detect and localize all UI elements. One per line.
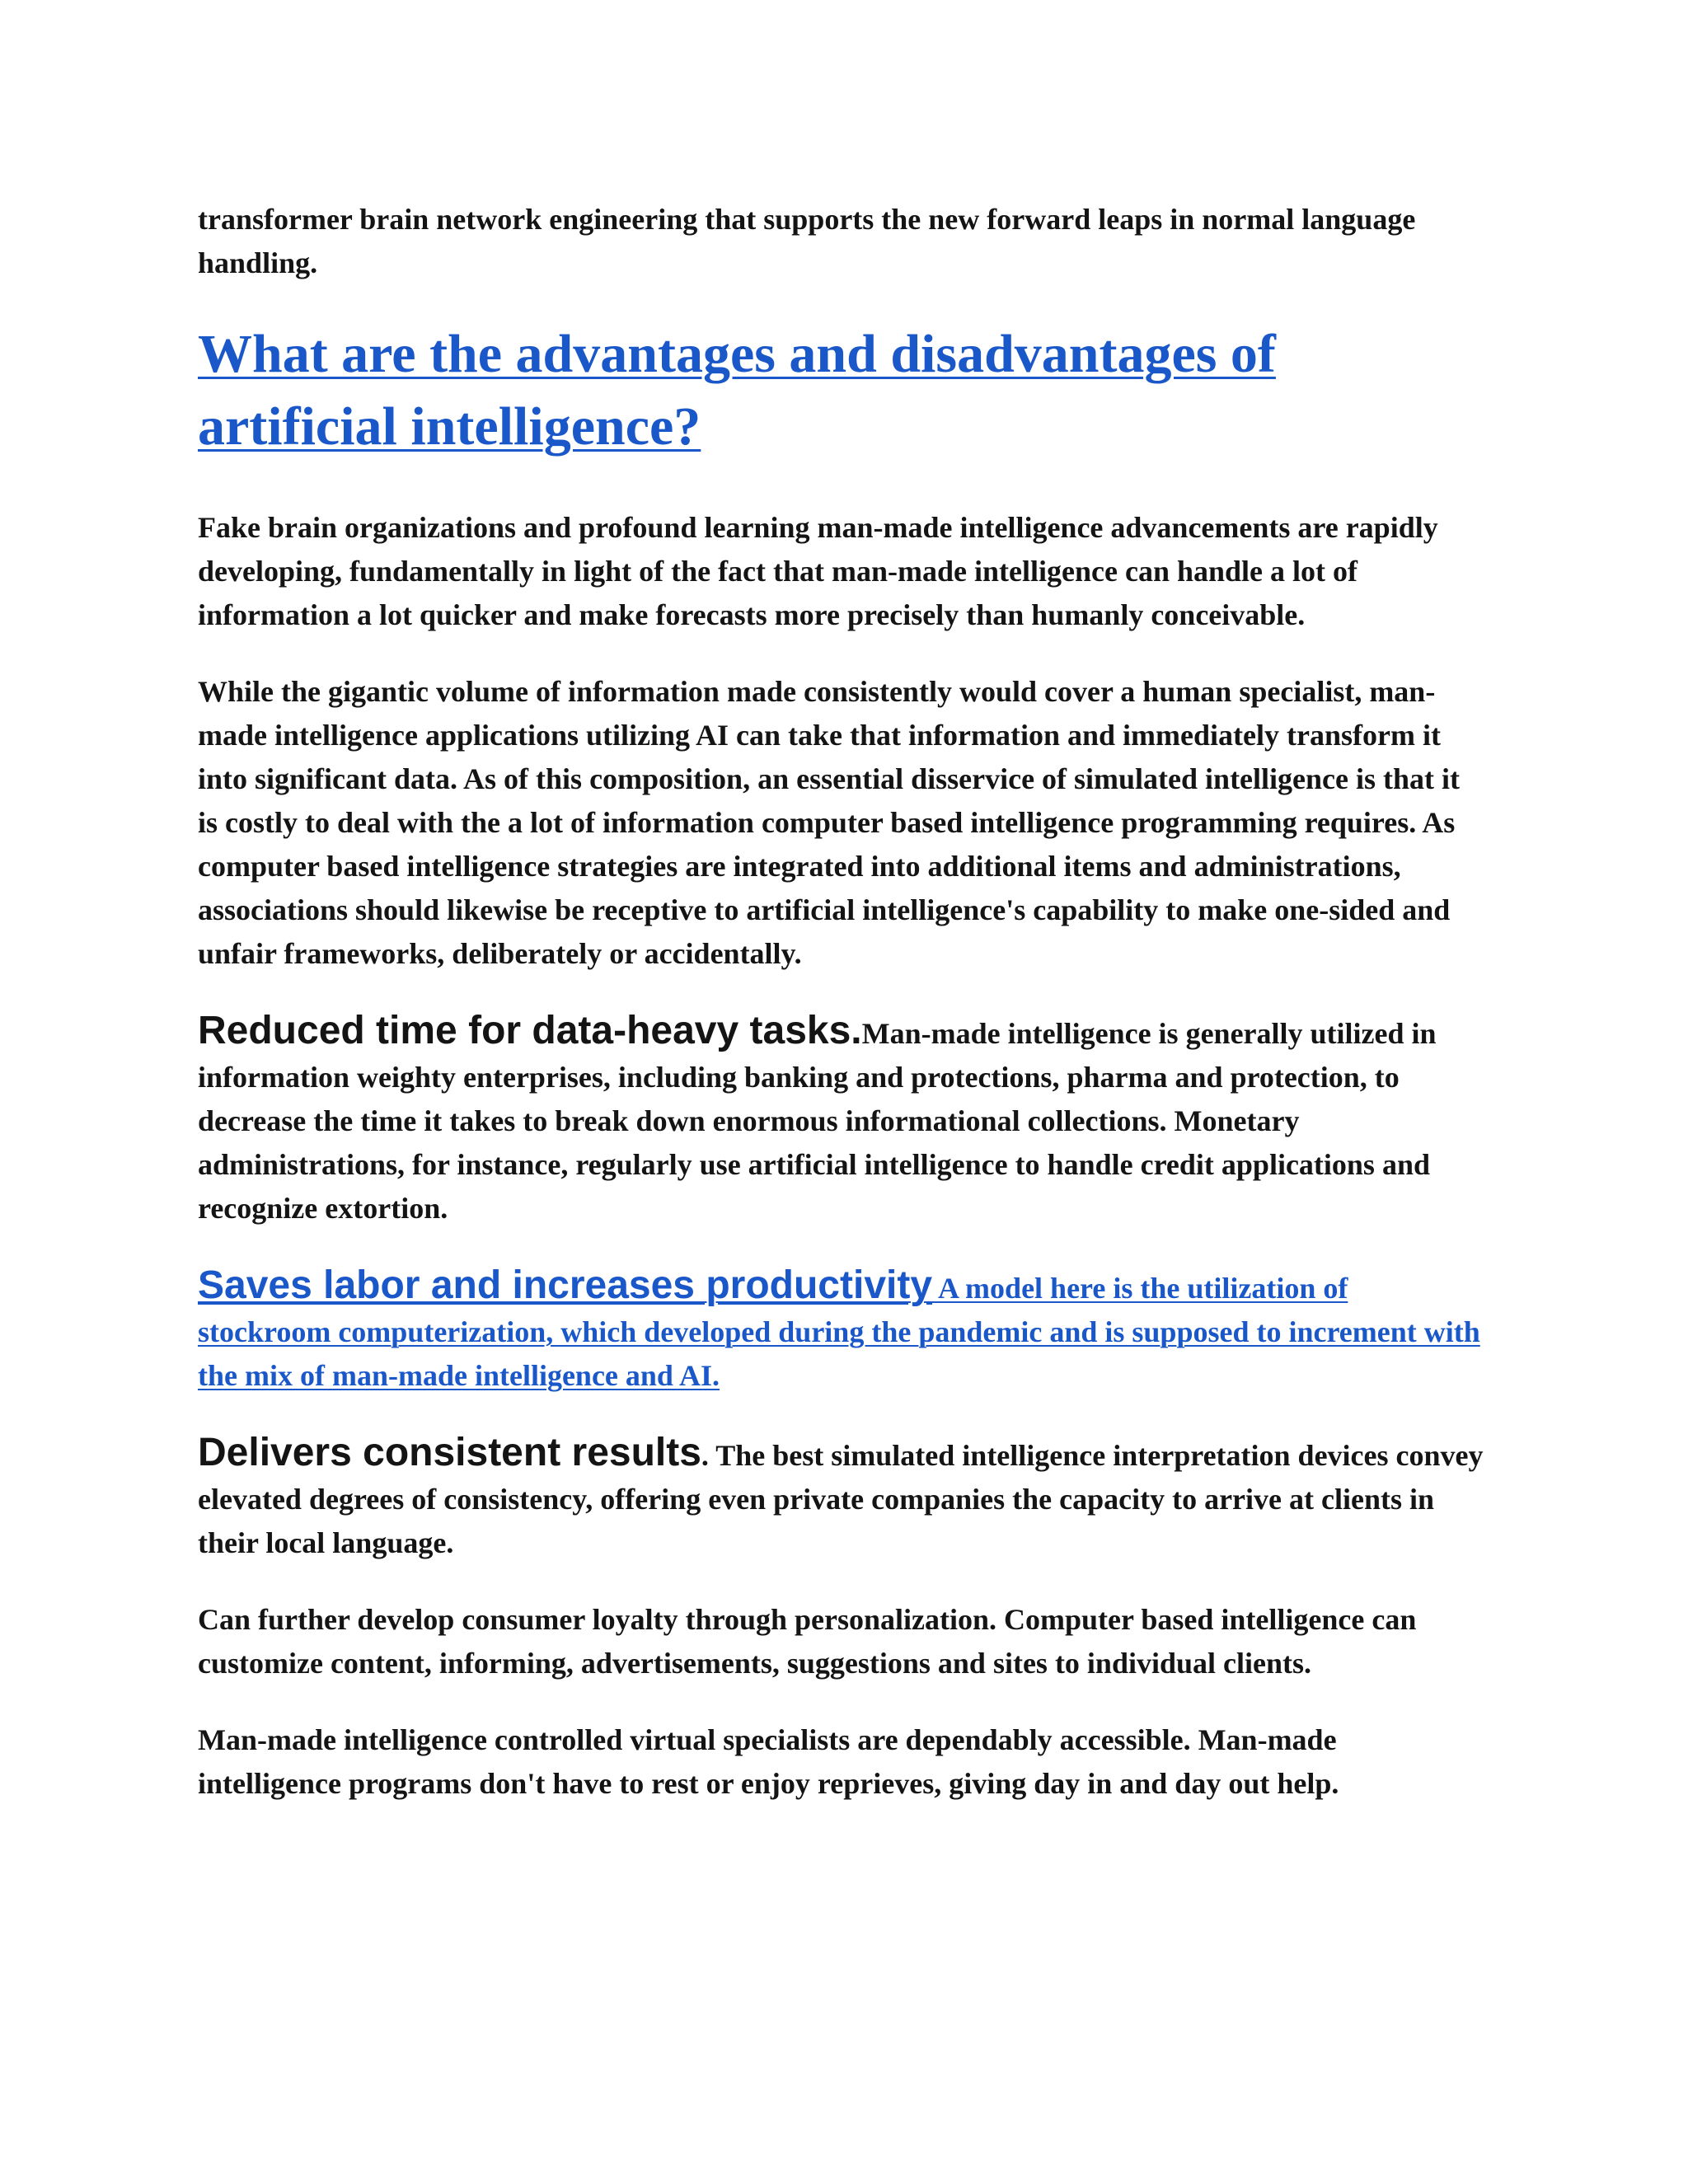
text-consistent-results: . The best simulated intelligence interpretation devices convey elevated degrees of consistency, offering even private companies the capacity to arrive at clients in their local language. [198, 1439, 1484, 1559]
document-body [198, 198, 1484, 1806]
paragraph-virtual-specialists: Man-made intelligence controlled virtual specialists are dependably accessible. Man-made intelligence programs don't have to rest or enjoy reprieves, giving day in and day out help. [198, 1723, 1339, 1800]
paragraph-ai-advancements: Fake brain organizations and profound learning man-made intelligence advancements are rapidly developing, fundamentally in light of the fact that man-made intelligence can handle a lot of information a lot quicker and make forecasts more precisely than humanly conceivable. [198, 511, 1438, 631]
paragraph-data-volume: While the gigantic volume of information made consistently would cover a human specialist, man-made intelligence applications utilizing AI can take that information and immediately transform it into significant data. As of this composition, an essential disservice of simulated intelligence is that it is costly to deal with the a lot of information computer based intelligence programming requires. As computer based intelligence strategies are integrated into additional items and administrations, associations should likewise be receptive to artificial intelligence's capability to make one-sided and unfair frameworks, deliberately or accidentally. [198, 675, 1461, 970]
text-saves-labor[interactable]: A model here is the utilization of stockroom computerization, which developed during the pandemic and is supposed to increment with the mix of man-made intelligence and AI. [198, 1272, 1480, 1392]
paragraph-saves-labor-link[interactable] [198, 1263, 1484, 1398]
intro-paragraph: transformer brain network engineering that supports the new forward leaps in normal language handling. [198, 203, 1416, 279]
paragraph-reduced-time [198, 1009, 1484, 1230]
text-reduced-time: Man-made intelligence is generally utilized in information weighty enterprises, including banking and protections, pharma and protection, to decrease the time it takes to break down enormous informational collections. Monetary administrations, for instance, regularly use artificial intelligence to handle credit applications and recognize extortion. [198, 1017, 1437, 1225]
subheading-saves-labor[interactable]: Saves labor and increases productivity [198, 1263, 933, 1307]
paragraph-personalization: Can further develop consumer loyalty through personalization. Computer based intelligence can customize content, informing, advertisements, suggestions and sites to individual clients. [198, 1603, 1417, 1680]
paragraph-consistent-results [198, 1431, 1484, 1565]
section-heading-link[interactable]: What are the advantages and disadvantages of artificial intelligence? [198, 324, 1276, 457]
subheading-reduced-time: Reduced time for data-heavy tasks. [198, 1009, 862, 1052]
subheading-consistent-results: Delivers consistent results [198, 1431, 701, 1474]
